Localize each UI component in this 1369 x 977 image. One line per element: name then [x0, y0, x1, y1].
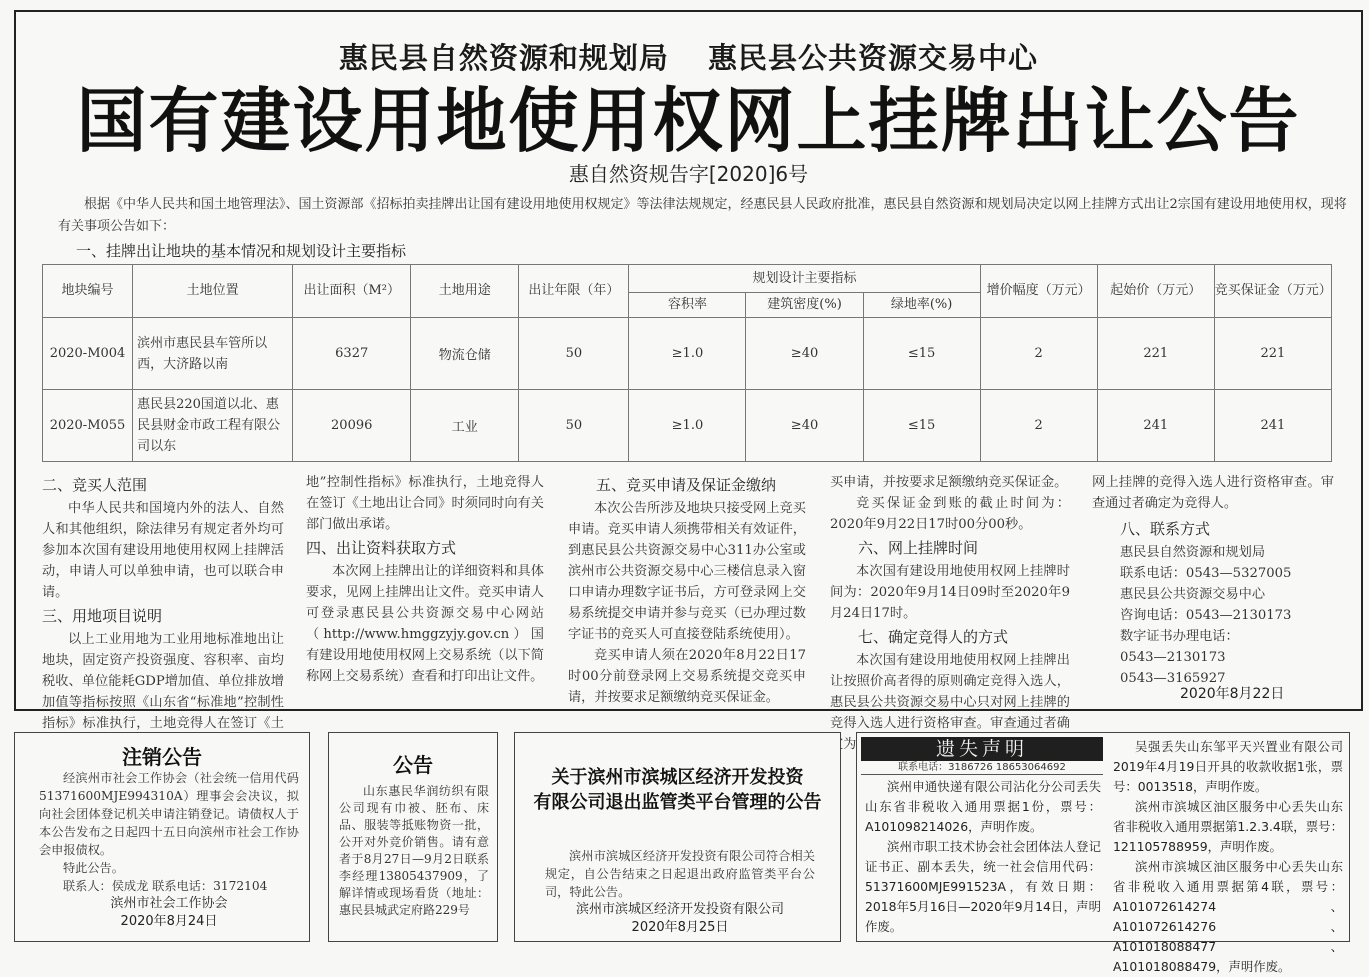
sale-notice	[328, 732, 498, 942]
section-7-title: 七、确定竞得人的方式	[858, 628, 1009, 646]
lost-phone: 联系电话：3186726 18653064692	[861, 762, 1103, 775]
cancellation-org: 滨州市社会工作协会	[110, 896, 228, 911]
section-5-text-2: 竞买申请人须在2020年8月22日17时00分前登录网上交易系统提交竞买申请，并按要求足额缴纳竞买保证金。	[568, 648, 806, 705]
column-5	[1092, 472, 1334, 689]
th-term: 出让年限（年）	[519, 265, 629, 318]
section-5-text-1: 本次公告所涉及地块只接受网上竞买申请。竞买申请人须携带相关有效证件，到惠民县公共资源交易中心311办公室或滨州市公共资源交易中心三楼信息录入窗口申请办理数字证书后，方可登录网上交易系统提交申请并参与竞买（已办理过数字证书的竞买人可直接登陆系统使用）。	[568, 501, 806, 642]
lost-banner: 遗失声明	[861, 737, 1103, 761]
parcel-table	[42, 264, 1332, 462]
contact-line: 咨询电话：0543—2130173	[1120, 608, 1292, 623]
contact-line: 联系电话：0543—5327005	[1120, 566, 1292, 581]
cell-use: 物流仓储	[411, 318, 519, 390]
lost-left-column	[865, 777, 1101, 937]
section-8-title: 八、联系方式	[1120, 520, 1211, 538]
cell-deposit: 221	[1214, 318, 1331, 390]
cancellation-date: 2020年8月24日	[120, 914, 218, 929]
th-start-price: 起始价（万元）	[1097, 265, 1214, 318]
th-far: 容积率	[629, 293, 746, 318]
section-2-title: 二、竞买人范围	[42, 476, 148, 494]
cell-location: 惠民县220国道以北、惠民县财金市政工程有限公司以东	[133, 390, 293, 462]
section-5-text-2-cont: 买申请，并按要求足额缴纳竞买保证金。	[830, 475, 1068, 490]
contact-line: 惠民县公共资源交易中心	[1120, 587, 1266, 602]
lost-item: 滨州市滨城区油区服务中心丢失山东省非税收入通用票据第1.2.3.4联，票号：121105788959，声明作废。	[1113, 799, 1343, 854]
section-1-title: 一、挂牌出让地块的基本情况和规划设计主要指标	[76, 242, 407, 260]
cell-start-price: 241	[1097, 390, 1214, 462]
th-parcel-no: 地块编号	[43, 265, 133, 318]
cell-area: 20096	[293, 390, 411, 462]
cell-term: 50	[519, 318, 629, 390]
cell-density: ≥40	[746, 390, 863, 462]
section-6-text: 本次国有建设用地使用权网上挂牌时间为：2020年9月14日09时至2020年9月24日17时。	[830, 564, 1070, 621]
cell-far: ≥1.0	[629, 390, 746, 462]
cell-start-price: 221	[1097, 318, 1214, 390]
section-7-text: 本次国有建设用地使用权网上挂牌出让按照价高者得的原则确定竞得入选人，惠民县公共资源交易中心只对网上挂牌的竞得入选人进行资格审查。审查通过者确 为	[830, 653, 1070, 752]
section-2-text: 中华人民共和国境内外的法人、自然人和其他组织，除法律另有规定者外均可参加本次国有建设用地使用权网上挂牌活动，申请人可以单独申请，也可以联合申请。	[42, 501, 284, 600]
doc-number: 惠自然资规告字[2020]6号	[568, 162, 809, 186]
column-3	[568, 472, 806, 705]
cell-parcel-no: 2020-M004	[43, 318, 133, 390]
issuers	[16, 36, 1361, 77]
section-5-title: 五、竞买申请及保证金缴纳	[596, 476, 777, 494]
exit-title-line-2: 有限公司退出监管类平台管理的公告	[533, 792, 822, 813]
cell-density: ≥40	[746, 318, 863, 390]
exit-text: 滨州市滨城区经济开发投资有限公司符合相关规定，自公告结束之日起退出政府监管类平台公司，特此公告。	[545, 849, 815, 899]
cancellation-text-2: 特此公告。	[63, 861, 124, 875]
contact-line: 数字证书办理电话：	[1120, 629, 1239, 644]
section-6-title: 六、网上挂牌时间	[858, 539, 979, 557]
table-row	[43, 390, 1332, 462]
cell-use: 工业	[411, 390, 519, 462]
th-location: 土地位置	[133, 265, 293, 318]
sale-title: 公告	[393, 753, 433, 777]
cell-increment: 2	[980, 390, 1097, 462]
th-planning: 规划设计主要指标	[629, 265, 980, 293]
sale-text: 山东惠民华润纺织有限公司现有巾被、胚布、床品、服装等抵账物资一批，公开对外竞价销售。请有意者于8月27日—9月2日联系李经理13805437909，了解详情或现场看货（地址：惠民县城武定府路229号	[339, 784, 489, 917]
cell-parcel-no: 2020-M055	[43, 390, 133, 462]
column-1	[42, 472, 284, 731]
cancellation-contact: 联系人：侯成龙 联系电话：3172104	[63, 879, 268, 893]
cancellation-title: 注销公告	[122, 745, 202, 769]
th-green: 绿地率(%)	[863, 293, 980, 318]
cell-increment: 2	[980, 318, 1097, 390]
cell-far: ≥1.0	[629, 318, 746, 390]
issuer-trading-center: 惠民县公共资源交易中心	[708, 41, 1039, 75]
section-4-title: 四、出让资料获取方式	[306, 539, 457, 557]
th-density: 建筑密度(%)	[746, 293, 863, 318]
cell-location: 滨州市惠民县车管所以西，大济路以南	[133, 318, 293, 390]
section-3-title: 三、用地项目说明	[42, 607, 163, 625]
cancellation-notice	[14, 732, 310, 942]
intro-paragraph: 根据《中华人民共和国土地管理法》、国土资源部《招标拍卖挂牌出让国有建设用地使用权规定》等法律法规规定，经惠民县人民政府批准，惠民县自然资源和规划局决定以网上挂牌方式出让2宗国有建设用地使用权，现将有关事项公告如下：	[58, 197, 1347, 234]
cell-green: ≤15	[863, 318, 980, 390]
lost-item: 滨州申通快递有限公司沾化分公司丢失山东省非税收入通用票据1份，票号：A101098214026，声明作废。	[865, 779, 1101, 834]
cell-term: 50	[519, 390, 629, 462]
notice-date: 2020年8月22日	[1180, 686, 1285, 702]
cell-area: 6327	[293, 318, 411, 390]
contact-line: 0543—2130173	[1120, 650, 1226, 665]
notice-title: 国有建设用地使用权网上挂牌出让公告	[76, 80, 1301, 162]
section-3-text: 以上工业用地为工业用地标准地出让地块，固定资产投资强度、容积率、亩均税收、单位能耗GDP增加值、单位排放增加值等指标按照《山东省“标准地”控制性指标》标准执行，土地竞得人在签订《土	[42, 632, 284, 731]
exit-org: 滨州市滨城区经济开发投资有限公司	[575, 902, 784, 917]
contact-line: 惠民县自然资源和规划局	[1120, 545, 1266, 560]
section-7-text-cont: 网上挂牌的竞得入选人进行资格审查。审查通过者确定为竞得人。	[1092, 475, 1334, 511]
exit-notice	[514, 732, 841, 942]
lost-right-column	[1113, 737, 1343, 977]
lost-declaration	[856, 732, 1350, 974]
cell-green: ≤15	[863, 390, 980, 462]
th-increment: 增价幅度（万元）	[980, 265, 1097, 318]
lost-item: 滨州市职工技术协会社会团体法人登记证书正、副本丢失，统一社会信用代码：51371600MJE991523A，有效日期：2018年5月16日—2020年9月14日，声明作废。	[865, 839, 1101, 934]
contact-line: 0543—3165927	[1120, 671, 1226, 686]
section-5-text-3: 竞买保证金到账的截止时间为：2020年9月22日17时00分00秒。	[830, 496, 1070, 532]
lost-item: 吴强丢失山东邹平天兴置业有限公司2019年4月19日开具的收款收据1张，票号：0013518，声明作废。	[1113, 739, 1343, 794]
lost-item: 滨州市滨城区油区服务中心丢失山东省非税收入通用票据第4联，票号：A101072614274、A101072614276、A101018088477、A101018088479，声明作废。	[1113, 859, 1343, 974]
section-4-text: 本次网上挂牌出让的详细资料和具体要求，见网上挂牌出让文件。竞买申请人可登录惠民县公共资源交易中心网站（http://www.hmggzyjy.gov.cn）国有建设用地使用权网上交易系统（以下简称网上交易系统）查看和打印出让文件。	[306, 564, 544, 684]
th-use: 土地用途	[411, 265, 519, 318]
exit-date: 2020年8月25日	[631, 920, 729, 935]
section-3-text-cont: 地”控制性指标》标准执行，土地竞得人在签订《土地出让合同》时须同时向有关部门做出承诺。	[306, 475, 544, 532]
cell-deposit: 241	[1214, 390, 1331, 462]
th-deposit: 竞买保证金（万元）	[1214, 265, 1331, 318]
column-2	[306, 472, 544, 687]
th-area: 出让面积（M²）	[293, 265, 411, 318]
exit-title-line-1: 关于滨州市滨城区经济开发投资	[551, 767, 804, 788]
cancellation-text: 经滨州市社会工作协会（社会统一信用代码51371600MJE994310A）理事会会决议，拟向社会团体登记机关申请注销登记。请债权人于本公告发布之日起四十五日向滨州市社会工作协会申报债权。	[39, 771, 299, 857]
table-row	[43, 318, 1332, 390]
issuer-natural-resources: 惠民县自然资源和规划局	[338, 41, 669, 75]
